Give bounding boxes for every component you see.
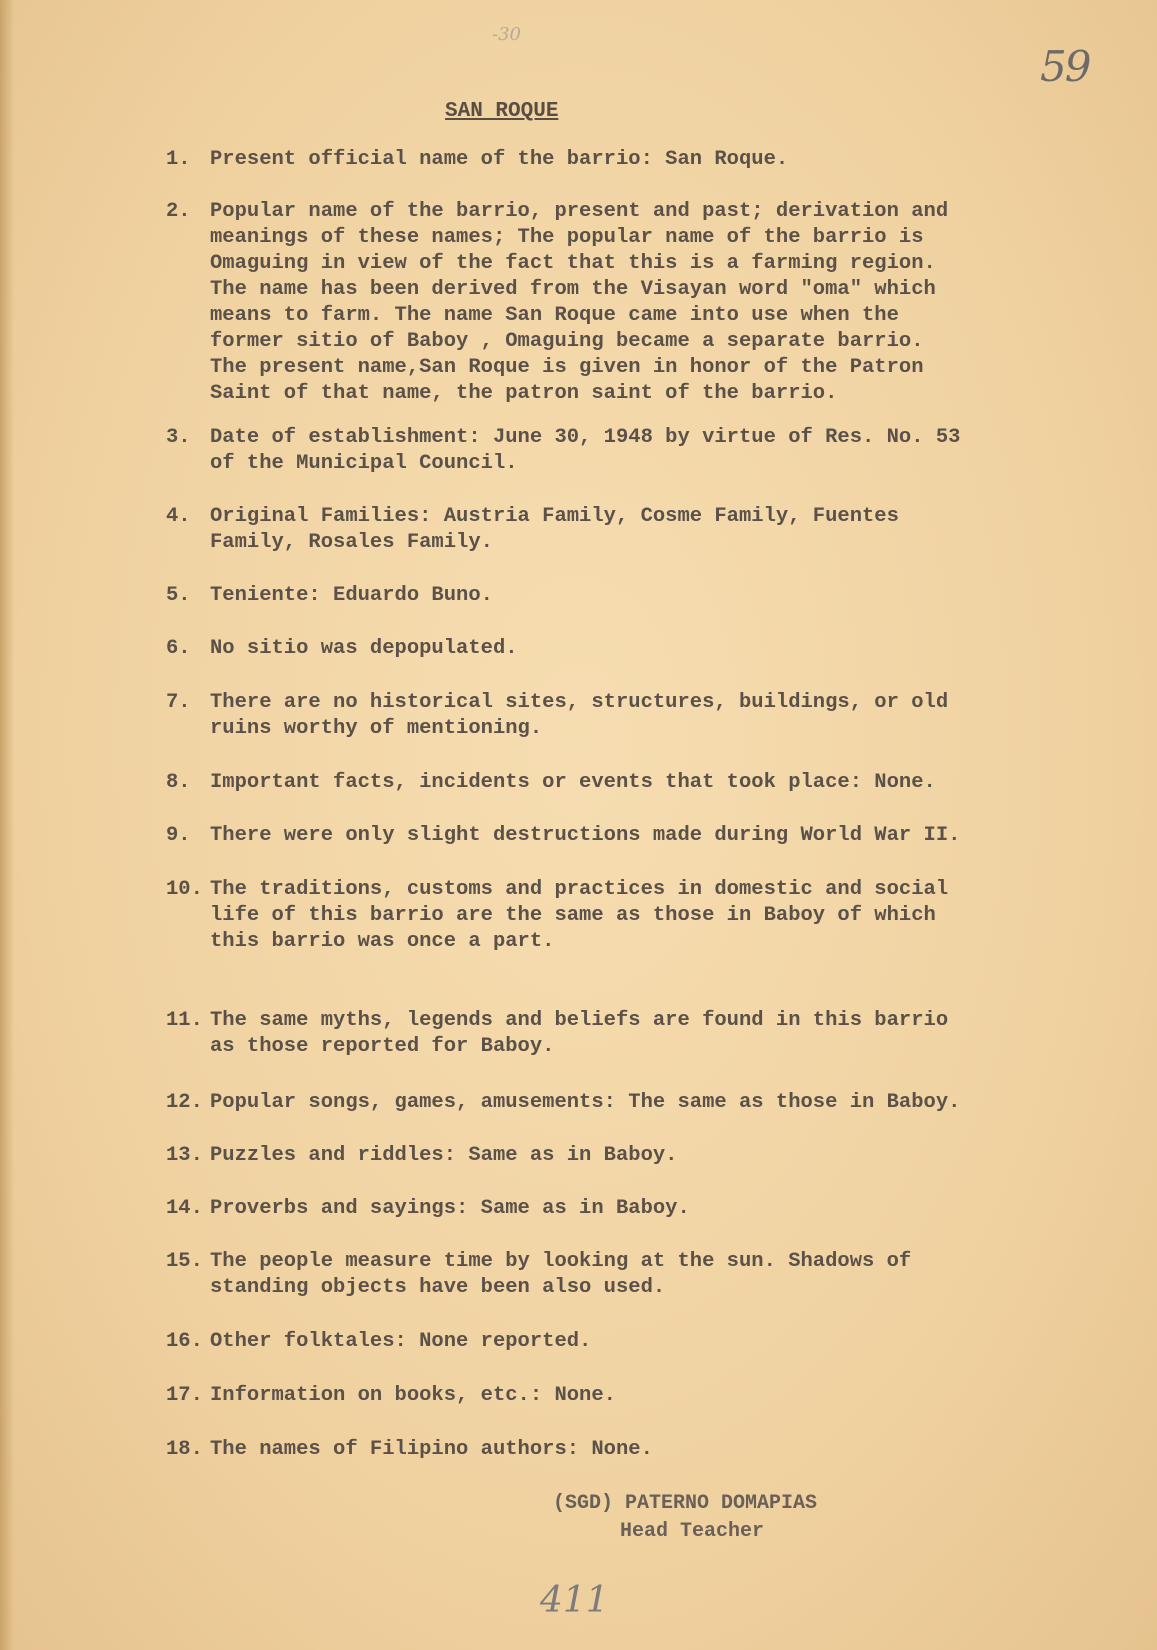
item-text: Puzzles and riddles: Same as in Baboy. [210, 1144, 678, 1167]
item-number: 16. [166, 1330, 203, 1353]
page-title: SAN ROQUE [445, 100, 559, 123]
item-text: Popular name of the barrio, present and past; derivation and meanings of these names; The popular name of the barrio is Omaguing in view of the fact that this is a farming region. The name has been derived from the Visayan word "oma" which means to farm. The name San Roque came into use when the former sitio of Baboy , Omaguing became a separate barrio. The present name,San Roque is given in honor of the Patron Saint of that name, the patron saint of the barrio. [210, 200, 949, 405]
item-text: The same myths, legends and beliefs are found in this barrio as those reported for Baboy. [210, 1009, 949, 1058]
signature-name: (SGD) PATERNO DOMAPIAS [553, 1492, 818, 1515]
folio-top-note: -30 [492, 24, 521, 45]
item-number: 15. [166, 1250, 203, 1273]
item-text: Important facts, incidents or events that took place: None. [210, 771, 936, 794]
item-number: 17. [166, 1384, 203, 1407]
page-edge-shadow [0, 0, 14, 1650]
item-text: Proverbs and sayings: Same as in Baboy. [210, 1197, 690, 1220]
item-text: The names of Filipino authors: None. [210, 1438, 653, 1461]
item-number: 1. [166, 148, 191, 171]
item-text: Date of establishment: June 30, 1948 by virtue of Res. No. 53 of the Municipal Council. [210, 426, 961, 475]
item-text: Information on books, etc.: None. [210, 1384, 616, 1407]
item-number: 18. [166, 1438, 203, 1461]
item-number: 9. [166, 824, 191, 847]
folio-page-number: 59 [1040, 42, 1090, 91]
item-number: 3. [166, 426, 191, 449]
item-number: 4. [166, 505, 191, 528]
item-text: The people measure time by looking at the sun. Shadows of standing objects have been also used. [210, 1250, 912, 1299]
item-number: 7. [166, 691, 191, 714]
signature-block [553, 1490, 873, 1546]
item-number: 6. [166, 637, 191, 660]
item-text: There are no historical sites, structures, buildings, or old ruins worthy of mentioning. [210, 691, 949, 740]
item-number: 5. [166, 584, 191, 607]
item-text: Teniente: Eduardo Buno. [210, 584, 493, 607]
folio-bottom-number: 411 [540, 1580, 609, 1621]
item-number: 12. [166, 1091, 203, 1114]
item-text: There were only slight destructions made during World War II. [210, 824, 961, 847]
item-text: Popular songs, games, amusements: The same as those in Baboy. [210, 1091, 961, 1114]
signature-title: Head Teacher [620, 1520, 765, 1543]
item-number: 8. [166, 771, 191, 794]
item-number: 13. [166, 1144, 203, 1167]
item-number: 14. [166, 1197, 203, 1220]
item-text: The traditions, customs and practices in domestic and social life of this barrio are the same as those in Baboy of which this barrio was once a part. [210, 878, 949, 953]
item-text: No sitio was depopulated. [210, 637, 518, 660]
item-number: 10. [166, 878, 203, 901]
item-text: Present official name of the barrio: San Roque. [210, 148, 789, 171]
item-text: Other folktales: None reported. [210, 1330, 592, 1353]
item-text: Original Families: Austria Family, Cosme Family, Fuentes Family, Rosales Family. [210, 505, 899, 554]
item-number: 2. [166, 200, 191, 223]
item-number: 11. [166, 1009, 203, 1032]
